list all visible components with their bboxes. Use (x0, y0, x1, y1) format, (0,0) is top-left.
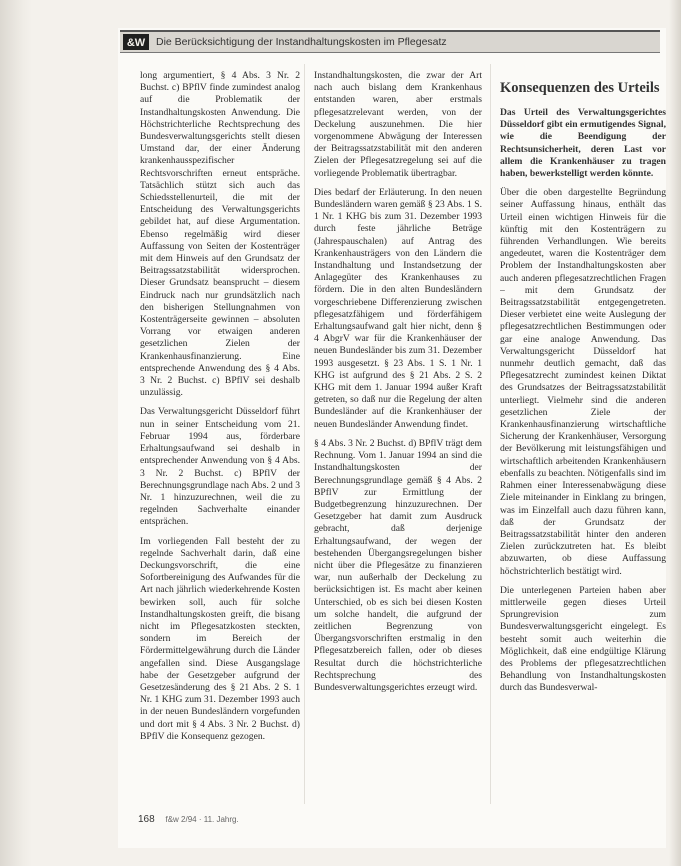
text-column-1 (140, 70, 300, 806)
header-title: Die Berücksichtigung der Instandhaltungskosten im Pflegesatz (156, 36, 447, 48)
page-edge (669, 0, 681, 866)
column-divider (304, 64, 305, 804)
document-page (118, 28, 666, 848)
paragraph: long argumentiert, § 4 Abs. 3 Nr. 2 Buchst. c) BPflV finde zumindest analog auf die Problematik der Instandhaltungskosten Anwendung. Die Höchstrichterliche Rechtsprechung des Bundesverwaltungsgerichts stellt diesen Umstand dar, der einer Änderung krankenhausspezifischer Rechtsvorschriften erneut entspräche. Tatsächlich stützt sich auch das Schiedsstellenurteil, die mit der Entscheidung des Verwaltungsgerichts gebildet hat, auf diese Argumentation. Ebenso regelmäßig wird dieser Auffassung von Seiten der Kostenträger mit dem Hinweis auf den Grundsatz der Beitragssatzstabilität widersprochen. Dieser Grundsatz beansprucht – diesem Eindruck nach nur grundsätzlich nach den bisherigen Stellungnahmen von Kostenträgerseite gewinnen – absoluten Vorrang vor etwaigen anderen gesetzlichen Zielen der Krankenhausfinanzierung. Eine entsprechende Anwendung des § 4 Abs. 3 Nr. 2 Buchst. c) BPflV sei deshalb unzulässig. (140, 70, 300, 399)
lead-paragraph: Das Urteil des Verwaltungsgerichtes Düsseldorf gibt ein ermutigendes Signal, wie die Beendigung der Rechtsunsicherheit, deren Last vor allem die Krankenhäuser zu tragen haben, bewerkstelligt werden könnte. (500, 107, 666, 180)
paragraph: Die unterlegenen Parteien haben aber mittlerweile gegen dieses Urteil Sprungrevision zum Bundesverwaltungsgericht eingelegt. Es besteht somit auch weiterhin die Möglichkeit, daß eine endgültige Klärung des Problems der pflegesatzrechtlichen Behandlung von Instandhaltungskosten durch das Bundesverwal- (500, 584, 666, 694)
text-column-3 (500, 70, 666, 806)
publisher-logo-icon (122, 33, 150, 51)
footer-source: f&w 2/94 · 11. Jahrg. (165, 815, 239, 824)
paragraph: Über die oben dargestellte Begründung seiner Auffassung hinaus, enthält das Urteil einen wichtigen Hinweis für die künftig mit den Kostenträgern zu führenden Verhandlungen. Wie bereits angedeutet, waren die Kostenträger dem Problem der Instandhaltungskosten aber auch anderen pflegesatzrechtlichen Fragen – mit dem Grundsatz der Beitragssatzstabilität entgegengetreten. Dieser verbietet eine weite Auslegung der pflegesatzrechtlichen Bestimmungen oder gar eine analoge Anwendung. Das Verwaltungsgericht Düsseldorf hat nunmehr deutlich gemacht, daß das Pflegesatzrecht zumindest keinen Diktat des Grundsatzes der Beitragssatzstabilität unterliegt. Vielmehr sind die anderen gesetzlichen Ziele der Krankenhausfinanzierung wirtschaftliche Sicherung der Krankenhäuser, Versorgung der Bevölkerung mit leistungsfähigen und wirtschaftlich arbeitenden Krankenhäusern ebenfalls zu beachten. Nötigenfalls sind im Rahmen einer Interessenabwägung diese Ziele miteinander in Einklang zu bringen, was im Einzelfall auch dazu führen kann, daß der Grundsatz der Beitragssatzstabilität hinter den anderen Zielen zurückzutreten hat. Es bleibt abzuwarten, ob diese Auffassung höchstrichterlich bestätigt wird. (500, 187, 666, 577)
paragraph: Das Verwaltungsgericht Düsseldorf führt nun in seiner Entscheidung vom 21. Februar 1994 aus, förderbare Erhaltungsaufwand sei deshalb in entsprechender Anwendung von § 4 Abs. 3 Nr. 2 Buchst. c) BPflV der Berechnungsgrundlage nach Abs. 2 und 3 Nr. 1 hinzuzurechnen, weil die zu regelnden Sachverhalte einander entsprächen. (140, 406, 300, 528)
text-column-2 (314, 70, 482, 806)
paragraph: § 4 Abs. 3 Nr. 2 Buchst. d) BPflV trägt dem Rechnung. Vom 1. Januar 1994 an sind die Instandhaltungskosten der Berechnungsgrundlage gemäß § 4 Abs. 2 BPflV zur Ermittlung der Budgetbegrenzung hinzuzurechnen. Der Gesetzgeber hat damit zum Ausdruck gebracht, daß derjenige Erhaltungsaufwand, der wegen der bestehenden Übergangsregelungen bisher nicht über die Pflegesätze zu finanzieren war, nun außerhalb der Deckelung zu berücksichtigen ist. Es macht aber keinen Unterschied, ob es sich bei diesen Kosten um solche handelt, die aufgrund der zeitlichen Begrenzung von Übergangsvorschriften erstmalig in den Pflegesatzbereich fallen, oder ob dieses Resultat durch die höchstrichterliche Rechtsprechung des Bundesverwaltungsgerichtes erzeugt wird. (314, 437, 482, 693)
svg-text:&W: &W (126, 37, 146, 49)
column-divider (490, 64, 491, 804)
section-heading: Konsequenzen des Urteils (500, 80, 660, 96)
paragraph: Instandhaltungskosten, die zwar der Art nach auch bislang dem Krankenhaus entstanden waren, aber erstmals pflegesatzrelevant werden, von der Deckelung auszunehmen. Die hier vorgenommene Abwägung der Interessen der Beitragssatzstabilität mit den anderen Zielen der Pflegesatzregelung sei auf die vorliegende Problematik übertragbar. (314, 70, 482, 179)
page-number: 168 (138, 814, 155, 825)
binding-spine (0, 0, 32, 866)
paragraph: Dies bedarf der Erläuterung. In den neuen Bundesländern waren gemäß § 23 Abs. 1 S. 1 Nr. 1 KHG bis zum 31. Dezember 1993 durch feste jährliche Beträge (Jahrespauschalen) auf Antrag des Krankenhausträgers von den Ländern die Instandhaltung und Instandsetzung der Anlagegüter des Krankenhauses zu fördern. Die in den alten Bundesländern vorgeschriebene Differenzierung zwischen pflegesatzfähigem und förderfähigem Erhaltungsaufwand galt hier nicht, denn § 4 AbgrV war für die Krankenhäuser der neuen Bundesländer bis zum 31. Dezember 1993 ausgesetzt. § 23 Abs. 1 S. 1 Nr. 1 KHG ist aufgrund des § 21 Abs. 2 S. 2 KHG mit dem 1. Januar 1994 außer Kraft getreten, so daß nur die Regelung der alten Bundesländer auf die Krankenhäuser der neuen Bundesländer Anwendung findet. (314, 186, 482, 430)
paragraph: Im vorliegenden Fall besteht der zu regelnde Sachverhalt darin, daß eine Deckungsvorschrift, die eine Sofortbereinigung des Aufwandes für die Art nach jährlich wiederkehrende Kosten bewirken soll, auch für solche Instandhaltungskosten greift, die bisang nicht im Pflegesatzkosten steckten, sondern im Bereich der Fördermittelgewährung durch die Länder angefallen sind. Diese Ausgangslage habe der Gesetzgeber aufgrund der Gesetzesänderung des § 21 Abs. 2 S. 1 Nr. 1 KHG zum 31. Dezember 1993 auch in der neuen Bundesländern vorgefunden und dort mit § 4 Abs. 3 Nr. 2 Buchst. d) BPflV die Konsequenz gezogen. (140, 535, 300, 742)
running-header (120, 30, 660, 53)
page-footer (138, 814, 239, 825)
